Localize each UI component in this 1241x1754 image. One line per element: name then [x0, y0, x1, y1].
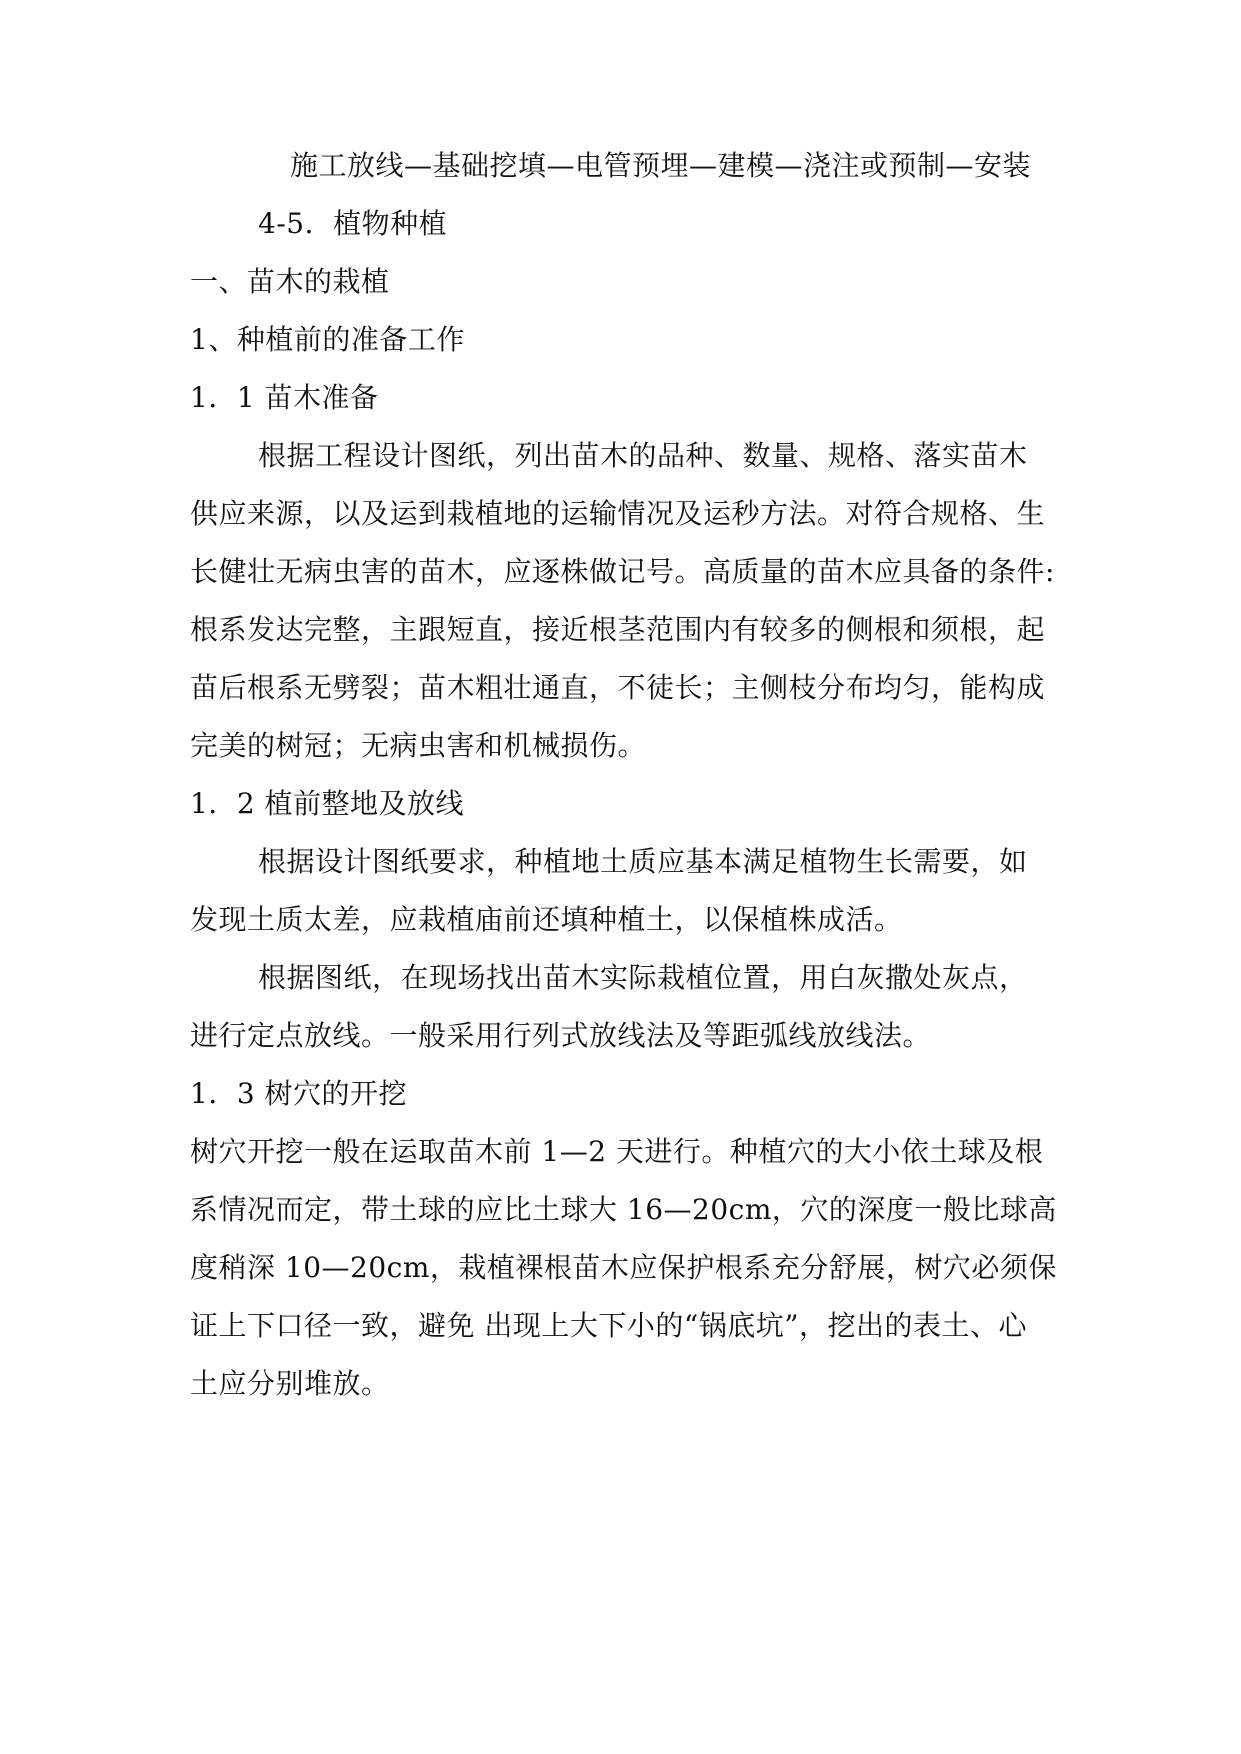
paragraph-line: 度稍深 10—20cm，栽植裸根苗木应保护根系充分舒展，树穴必须保: [190, 1251, 1057, 1284]
paragraph-line: 完美的树冠；无病虫害和机械损伤。: [190, 729, 647, 762]
paragraph-line: 土应分别堆放。: [190, 1367, 390, 1400]
subheading-1-3: 1．3 树穴的开挖: [190, 1077, 408, 1110]
paragraph-line: 树穴开挖一般在运取苗木前 1—2 天进行。种植穴的大小依土球及根: [190, 1135, 1044, 1168]
paragraph-line: 苗后根系无劈裂；苗木粗壮通直，不徒长；主侧枝分布均匀，能构成: [190, 671, 1046, 704]
paragraph-line: 进行定点放线。一般采用行列式放线法及等距弧线放线法。: [190, 1019, 932, 1052]
process-flow-line: 施工放线—基础挖填—电管预埋—建模—浇注或预制—安装: [290, 149, 1032, 182]
paragraph-line: 发现土质太差，应栽植庙前还填种植土，以保植株成活。: [190, 903, 903, 936]
paragraph-line: 长健壮无病虫害的苗木，应逐株做记号。高质量的苗木应具备的条件:: [190, 555, 1055, 588]
paragraph-line: 根据设计图纸要求，种植地土质应基本满足植物生长需要，如: [258, 845, 1028, 878]
paragraph-line: 证上下口径一致，避免 出现上大下小的“锅底坑”，挖出的表土、心: [190, 1309, 1028, 1342]
paragraph-line: 根据图纸，在现场找出苗木实际栽植位置，用白灰撒处灰点，: [258, 961, 1028, 994]
section-heading-4-5: 4-5．植物种植: [258, 207, 448, 240]
subheading-1-1: 1．1 苗木准备: [190, 381, 379, 414]
paragraph-line: 根系发达完整，主跟短直，接近根茎范围内有较多的侧根和须根，起: [190, 613, 1046, 646]
heading-seedling-planting: 一、苗木的栽植: [190, 265, 390, 298]
heading-preparation: 1、种植前的准备工作: [190, 323, 465, 356]
paragraph-line: 根据工程设计图纸，列出苗木的品种、数量、规格、落实苗木: [258, 439, 1028, 472]
subheading-1-2: 1．2 植前整地及放线: [190, 787, 465, 820]
paragraph-line: 供应来源，以及运到栽植地的运输情况及运秒方法。对符合规格、生: [190, 497, 1046, 530]
paragraph-line: 系情况而定，带土球的应比土球大 16—20cm，穴的深度一般比球高: [190, 1193, 1057, 1226]
